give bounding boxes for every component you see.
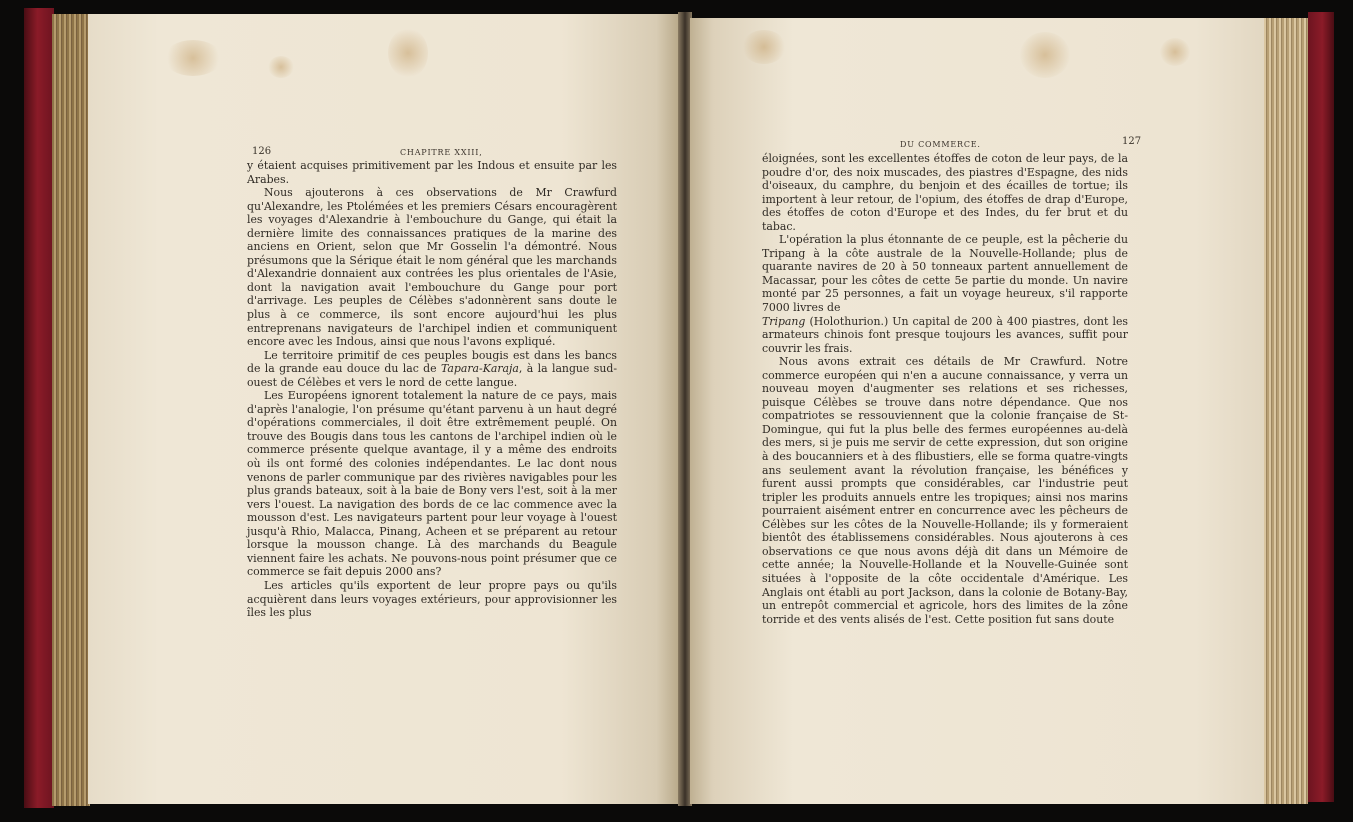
paragraph: L'opération la plus étonnante de ce peuple, est la pêcherie du Tripang à la côte australe de la Nouvelle-Hollande; plus de quarante navires de 20 à 50 tonneaux partent annuellement de Macassar, pour les côtes de cette 5e partie du monde. Un navire monté par 25 personnes, a fait un voyage heureux, s'il rapporte 7000 livres de [762, 233, 1128, 315]
italic-term: Tapara-Karaja [440, 362, 519, 376]
foxing-stain [388, 28, 428, 78]
paragraph: Les Européens ignorent totalement la nature de ce pays, mais d'après l'analogie, l'on présume qu'étant parvenu à un haut degré d'opérations commerciales, il doit être extrêmement peuplé. On trouve des Bougis dans tous les cantons de l'archipel indien où le commerce présente quelque avantage, il y a même des endroits où ils ont formé des colonies indépendantes. Le lac dont nous venons de parler communique par des rivières navigables pour les plus grands bateaux, soit à la baie de Bony vers l'est, soit à la mer vers l'ouest. La navigation des bords de ce lac commence avec la mousson d'est. Les navigateurs partent pour leur voyage à l'ouest jusqu'à Rhio, Malacca, Pinang, Acheen et se préparent au retour lorsque la mousson change. Là des marchands du Beagule viennent faire les achats. Ne pouvons-nous point présumer que ce commerce se fait depuis 2000 ans? [247, 389, 617, 579]
running-head: CHAPITRE XXIII, [400, 148, 483, 157]
paragraph: y étaient acquises primitivement par les Indous et ensuite par les Arabes. [247, 159, 617, 186]
paragraph: Nous avons extrait ces détails de Mr Crawfurd. Notre commerce européen qui n'en a aucune connaissance, y verra un nouveau moyen d'augmenter ses relations et ses richesses, puisque Célèbes se trouve dans notre dépendance. Que nos compatriotes se ressouviennent que la colonie française de St-Domingue, qui fut la plus belle des fermes européennes au-delà des mers, si je puis me servir de cette expression, dut son origine à des boucanniers et à des flibustiers, elle se forma quatre-vingts ans seulement avant la révolution française, les bénéfices y furent aussi prompts que considérables, car l'industrie peut tripler les produits annuels entre les tropiques; ainsi nos marins pourraient aisément entrer en concurrence avec les pêcheurs de Célèbes sur les côtes de la Nouvelle-Hollande; ils y formeraient bientôt des établissemens considérables. Nous ajouterons à ces observations ce que nous avons déjà dit dans un Mémoire de cette année; la Nouvelle-Hollande et la Nouvelle-Guinée sont situées à l'opposite de la côte occidentale d'Amérique. Les Anglais ont établi au port Jackson, dans la colonie de Botany-Bay, un entrepôt commercial et agricole, hors des limites de la zône torride et des vents alisés de l'est. Cette position fut sans doute [762, 355, 1128, 626]
italic-term: Tripang [762, 314, 806, 328]
book-cover-left-edge [24, 8, 54, 808]
left-page [88, 14, 680, 804]
right-page [690, 18, 1264, 804]
running-head: DU COMMERCE. [900, 140, 981, 149]
body-text [247, 159, 617, 620]
paragraph: Le territoire primitif de ces peuples bougis est dans les bancs de la grande eau douce du lac de Tapara-Karaja, à la langue sud-ouest de Célèbes et vers le nord de cette langue. [247, 348, 617, 389]
page-number: 127 [1122, 136, 1142, 147]
body-text [762, 152, 1128, 626]
foxing-stain [268, 56, 294, 78]
book-cover-right-edge [1308, 12, 1334, 802]
paragraph: Tripang (Holothurion.) Un capital de 200 à 400 piastres, dont les armateurs chinois font presque toujours les avances, suffit pour couvrir les frais. [762, 314, 1128, 355]
page-stack-right [1262, 18, 1308, 804]
foxing-stain [164, 40, 222, 76]
paragraph: éloignées, sont les excellentes étoffes de coton de leur pays, de la poudre d'or, des noix muscades, des piastres d'Espagne, des nids d'oiseaux, du camphre, du benjoin et des écailles de tortue; ils importent à leur retour, de l'opium, des étoffes de drap d'Europe, des étoffes de coton d'Europe et des Indes, du fer brut et du tabac. [762, 152, 1128, 233]
paragraph: Les articles qu'ils exportent de leur propre pays ou qu'ils acquièrent dans leurs voyages extérieurs, pour approvisionner les îles les plus [247, 578, 617, 620]
page-stack-left [52, 14, 90, 806]
foxing-stain [1160, 38, 1190, 66]
foxing-stain [1020, 32, 1070, 78]
foxing-stain [742, 30, 786, 64]
paragraph: Nous ajouterons à ces observations de Mr Crawfurd qu'Alexandre, les Ptolémées et les premiers Césars encouragèrent les voyages d'Alexandrie à l'embouchure du Gange, qui était la dernière limite des connaissances pratiques de la marine des anciens en Orient, selon que Mr Gosselin l'a démontré. Nous présumons que la Sérique était le nom général que les marchands d'Alexandrie donnaient aux contrées les plus orientales de l'Asie, dont la navigation avait l'embouchure du Gange pour port d'arrivage. Les peuples de Célèbes s'adonnèrent sans doute le plus à ce commerce, ils sont encore aujourd'hui les plus entreprenans navigateurs de l'archipel indien et communiquent encore avec les Indous, ainsi que nous l'avons expliqué. [247, 186, 617, 349]
page-number: 126 [252, 146, 272, 157]
